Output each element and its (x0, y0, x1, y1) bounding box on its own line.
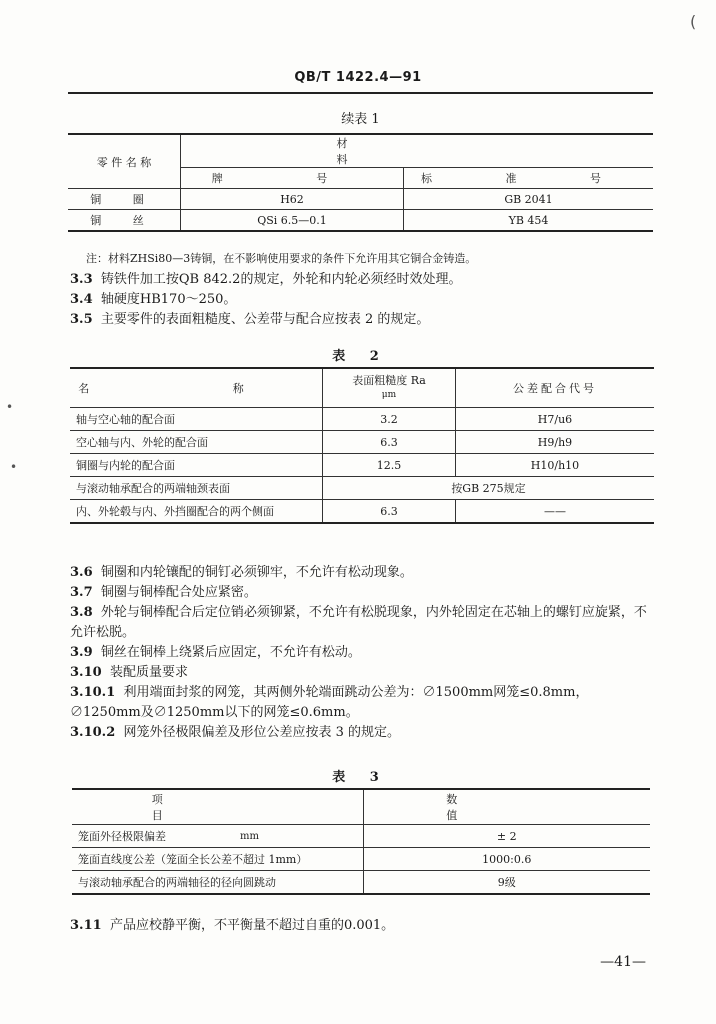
table-row (70, 454, 654, 477)
table3-row-item: 笼面外径极限偏差 (72, 825, 234, 848)
table1-head-name: 零 件 名 称 (68, 134, 181, 189)
table2-row-merged: 按GB 275规定 (323, 477, 655, 500)
table2-title: 表 2 (332, 349, 389, 364)
table2-row-name: 内、外轮毂与内、外挡圈配合的两个侧面 (70, 500, 323, 524)
clause-text: 装配质量要求 (109, 665, 188, 680)
clause-text: 铜圈与铜棒配合处应紧密。 (100, 585, 257, 600)
table1-row-name: 铜 丝 (68, 210, 181, 232)
table2-head-name: 名 称 (70, 368, 323, 408)
table-row (70, 408, 654, 431)
clause (70, 583, 655, 603)
clauses-section-a (70, 270, 655, 330)
clause-number: 3.7 (70, 585, 93, 600)
clause (70, 723, 655, 743)
clause-number: 3.10.1 (70, 685, 116, 700)
table1-head-material: 材 料 (181, 134, 654, 168)
table-row (70, 477, 654, 500)
clause-text: 主要零件的表面粗糙度、公差带与配合应按表 2 的规定。 (100, 312, 430, 327)
clause-3-11 (70, 916, 655, 936)
table2-row-fit: —— (456, 500, 655, 524)
table3-row-value: 1000:0.6 (363, 848, 650, 871)
clause (70, 663, 655, 683)
clause (70, 643, 655, 663)
roughness-table (70, 367, 654, 524)
table2-row-name: 与滚动轴承配合的两端轴颈表面 (70, 477, 323, 500)
table-row (68, 189, 653, 210)
scan-mark: • (6, 400, 14, 414)
table2-head-unit: μm (381, 390, 397, 400)
clause-number: 3.6 (70, 565, 93, 580)
clause-number: 3.11 (70, 918, 102, 933)
clause-text: 网笼外径极限偏差及形位公差应按表 3 的规定。 (123, 725, 401, 740)
table1-row-name: 铜 圈 (68, 189, 181, 210)
document-code: QB/T 1422.4—91 (294, 70, 422, 85)
clause (70, 563, 655, 583)
table2-row-ra: 6.3 (323, 500, 456, 524)
table2-row-name: 铜圈与内轮的配合面 (70, 454, 323, 477)
table3-row-value: 9级 (363, 871, 650, 895)
clause-number: 3.10 (70, 665, 102, 680)
scan-mark: ( (690, 12, 697, 31)
clause-number: 3.3 (70, 272, 93, 287)
table3-head-value: 数 值 (363, 789, 650, 825)
table2-row-ra: 3.2 (323, 408, 456, 431)
scan-mark: • (10, 460, 18, 474)
table1-row-grade: H62 (181, 189, 404, 210)
table3-head-item: 项 目 (72, 789, 363, 825)
table1-title: 续表 1 (341, 112, 380, 127)
clause-text: 铜圈和内轮镶配的铜钉必须铆牢，不允许有松动现象。 (100, 565, 413, 580)
table1-row-standard: YB 454 (404, 210, 654, 232)
table2-head-roughness-label: 表面粗糙度 Ra (352, 374, 426, 387)
table1-row-standard: GB 2041 (404, 189, 654, 210)
table1-head-standard: 标 准 号 (404, 168, 654, 189)
table2-row-name: 空心轴与内、外轮的配合面 (70, 431, 323, 454)
clause-number: 3.8 (70, 605, 93, 620)
clause-number: 3.4 (70, 292, 93, 307)
clause-text: 轴硬度HB170～250。 (100, 292, 237, 307)
table-row (72, 848, 650, 871)
table2-head-fit: 公差配合代号 (456, 368, 655, 408)
clause-text: 铜丝在铜棒上绕紧后应固定，不允许有松动。 (100, 645, 361, 660)
table2-row-name: 轴与空心轴的配合面 (70, 408, 323, 431)
table1-row-grade: QSi 6.5—0.1 (181, 210, 404, 232)
table3-row-item: 与滚动轴承配合的两端轴径的径向圆跳动 (72, 871, 363, 895)
clause (70, 683, 655, 723)
clause (70, 270, 655, 290)
table2-row-ra: 6.3 (323, 431, 456, 454)
page-number: —41— (600, 954, 646, 970)
clause-number: 3.5 (70, 312, 93, 327)
table2-row-fit: H7/u6 (456, 408, 655, 431)
table3-title: 表 3 (332, 770, 389, 785)
clause-number: 3.9 (70, 645, 93, 660)
table2-row-fit: H9/h9 (456, 431, 655, 454)
table-row (72, 871, 650, 895)
clause-text: 利用端面封浆的网笼，其两侧外轮端面跳动公差为：∅1500mm网笼≤0.8mm，∅1250mm及∅1250mm以下的网笼≤0.6mm。 (70, 685, 589, 720)
tolerance-table (72, 788, 650, 895)
table3-row-value: ± 2 (363, 825, 650, 848)
clauses-section-b (70, 563, 655, 743)
clause-text: 外轮与铜棒配合后定位销必须铆紧，不允许有松脱现象，内外轮固定在芯轴上的螺钉应旋紧，不允许松脱。 (70, 605, 647, 640)
table2-row-fit: H10/h10 (456, 454, 655, 477)
materials-table (68, 133, 653, 232)
table-row (72, 825, 650, 848)
table-row (68, 210, 653, 232)
clause (70, 290, 655, 310)
table3-row-item: 笼面直线度公差（笼面全长公差不超过 1mm） (72, 848, 363, 871)
table2-head-roughness (323, 368, 456, 408)
table-row (70, 431, 654, 454)
table1-note: 注：材料ZHSi80—3铸铜，在不影响使用要求的条件下允许用其它铜合金铸造。 (86, 252, 477, 265)
table1-head-grade: 牌 号 (181, 168, 404, 189)
table3-row-unit: mm (234, 825, 363, 848)
clause-text: 产品应校静平衡，不平衡量不超过自重的0.001。 (109, 918, 395, 933)
table-row (70, 500, 654, 524)
clause (70, 603, 655, 643)
table2-row-ra: 12.5 (323, 454, 456, 477)
clause-text: 铸铁件加工按QB 842.2的规定，外轮和内轮必须经时效处理。 (100, 272, 462, 287)
header-rule (68, 92, 653, 94)
clause (70, 310, 655, 330)
clause-number: 3.10.2 (70, 725, 116, 740)
